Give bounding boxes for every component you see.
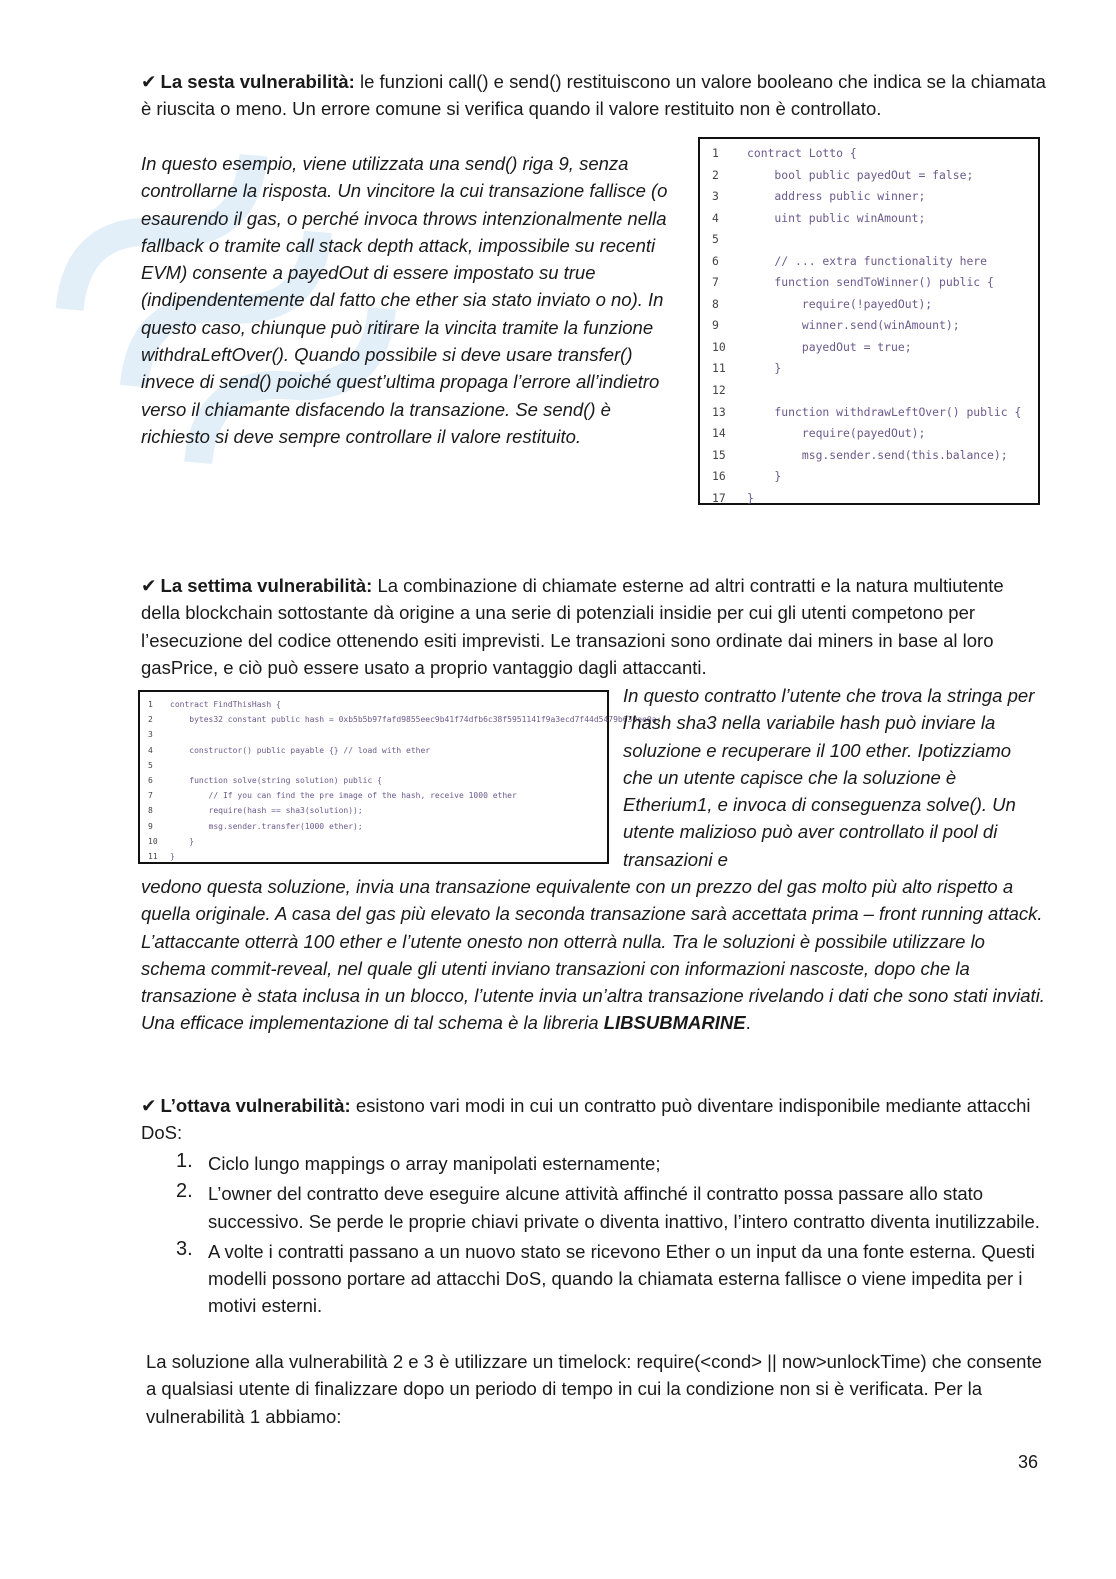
- code-line: [712, 186, 1038, 208]
- section-8-intro-text: esistono vari modi in cui un contratto può diventare indisponibile mediante attacchi DoS:: [141, 1095, 1031, 1144]
- line-number: 1: [712, 146, 719, 160]
- code-line: [712, 358, 1038, 380]
- code-text: msg.sender.send(this.balance);: [747, 447, 1008, 462]
- section-6-intro-text: le funzioni call() e send() restituiscono un valore booleano che indica se la chiamata è riuscita o meno. Un errore comune si verifica quando il valore restituito non è controllato.: [141, 71, 1046, 120]
- line-number: 9: [148, 821, 153, 831]
- line-number: 7: [712, 275, 719, 290]
- dos-attacks-list: [172, 1150, 1042, 1323]
- code-text: }: [747, 490, 754, 505]
- line-number: 11: [148, 852, 158, 862]
- code-line: [712, 466, 1038, 488]
- code-text: constructor() public payable {} // load with ether: [170, 745, 431, 755]
- code-line: [712, 165, 1038, 187]
- section-7-title: La settima vulnerabilità:: [160, 575, 373, 596]
- section-7-explanation-text: vedono questa soluzione, invia una transazione equivalente con un prezzo del gas molto più alto rispetto a quella originale. A casa del gas più elevato la seconda transazione sarà accettata prima – front running attack. L’attaccante otterrà 100 ether e l’utente onesto non otterrà nulla. Tra le soluzioni è possibile utilizzare lo schema commit-reveal, nel quale gli utenti inviano transazioni con informazioni nascoste, dopo che la transazione è stata inclusa in un blocco, l’utente invia un’altra transazione rivelando i dati che sono stati inviati. Una efficace implementazione di tal schema è la libreria: [141, 876, 1045, 1034]
- code-text: uint public winAmount;: [747, 210, 926, 225]
- line-number: 5: [148, 760, 153, 770]
- code-line: [148, 773, 607, 788]
- code-text: }: [170, 836, 195, 846]
- code-line: [712, 272, 1038, 294]
- line-number: 15: [712, 447, 726, 462]
- line-number: 10: [148, 836, 158, 846]
- section-6-intro: [141, 68, 1046, 123]
- section-7-intro-text: La combinazione di chiamate esterne ad altri contratti e la natura multiutente della blockchain sottostante dà origine a una serie di potenziali insidie per cui gli utenti competono per l’esecuzione del codice ottenendo esiti imprevisti. Le transazioni sono ordinate dai miners in base al loro gasPrice, e ciò può essere usato a proprio vantaggio dagli attaccanti.: [141, 575, 1004, 678]
- check-icon: ✔: [141, 1095, 157, 1116]
- line-number: 1: [148, 700, 153, 709]
- section-8-title: L’ottava vulnerabilità:: [160, 1095, 351, 1116]
- code-line: [712, 143, 1038, 165]
- list-item-text: Ciclo lungo mappings o array manipolati esternamente;: [208, 1153, 661, 1174]
- code-line: [148, 727, 607, 742]
- code-line: [712, 229, 1038, 251]
- section-8-conclusion: La soluzione alla vulnerabilità 2 e 3 è utilizzare un timelock: require(<cond> || now>unlockTime) che consente a qualsiasi utente di finalizzare dopo un periodo di tempo in cui la condizione non si è verificata. Per la vulnerabilità 1 abbiamo:: [146, 1351, 1042, 1427]
- code-line: [712, 445, 1038, 467]
- line-number: 6: [712, 253, 719, 268]
- code-text: address public winner;: [747, 189, 926, 204]
- line-number: 8: [712, 296, 719, 311]
- code-line: [712, 337, 1038, 359]
- code-line: [148, 834, 607, 849]
- code-line: [148, 697, 607, 712]
- code-text: payedOut = true;: [747, 339, 912, 354]
- code-text: }: [747, 361, 782, 376]
- code-text: // ... extra functionality here: [747, 253, 988, 268]
- code-text: require(hash == sha3(solution));: [170, 806, 363, 816]
- section-6-explanation: In questo esempio, viene utilizzata una send() riga 9, senza controllarne la risposta. Un vincitore la cui transazione fallisce (o esaurendo il gas, o perché invoca throws intenzionalmente nella fallback o tramite call stack depth attack, impossibile su recenti EVM) consente a payedOut di essere impostato su true (indipendentemente dal fatto che ether sia stato inviato o no). In questo caso, chiunque può ritirare la vincita tramite la funzione withdraLeftOver(). Quando possibile si deve usare transfer() invece di send() poiché quest’ultima propaga l’errore all’indietro verso il chiamante disfacendo la transazione. Se send() è richiesto si deve sempre controllare il valore restituito.: [141, 153, 668, 447]
- check-icon: ✔: [141, 575, 157, 596]
- list-item-number: 2.: [176, 1180, 193, 1203]
- line-number: 3: [148, 730, 153, 740]
- section-6-title: La sesta vulnerabilità:: [160, 71, 355, 92]
- line-number: 12: [712, 383, 726, 398]
- list-item-number: 3.: [176, 1237, 193, 1260]
- code-text: }: [170, 852, 175, 862]
- page-number: 36: [1018, 1452, 1039, 1472]
- code-line: [148, 788, 607, 803]
- code-line: [148, 712, 662, 727]
- code-text: bool public payedOut = false;: [747, 167, 974, 182]
- line-number: 5: [712, 232, 719, 247]
- code-text: bytes32 constant public hash = 0xb5b5b97fafd9855eec9b41f74dfb6c38f5951141f9a3ecd7f44d5479b630ee0a;: [170, 715, 662, 725]
- code-line: [712, 402, 1038, 424]
- section-7-side-text: In questo contratto l’utente che trova la stringa per l’hash sha3 nella variabile hash può inviare la soluzione e recuperare il 100 ether. Ipotizziamo che un utente capisce che la soluzione è Etherium1, e invoca di conseguenza solve(). Un utente malizioso può aver controllato il pool di transazioni e: [623, 685, 1035, 870]
- code-line: [712, 423, 1038, 445]
- code-text: function withdrawLeftOver() public {: [747, 404, 1022, 419]
- code-text: contract Lotto {: [747, 146, 857, 160]
- line-number: 14: [712, 426, 726, 441]
- code-text: contract FindThisHash {: [170, 700, 281, 709]
- line-number: 2: [712, 167, 719, 182]
- code-text: require(payedOut);: [747, 426, 926, 441]
- code-snippet-lotto: [698, 137, 1040, 505]
- list-item: [172, 1150, 1042, 1177]
- line-number: 11: [712, 361, 726, 376]
- list-item-text: L’owner del contratto deve eseguire alcune attività affinché il contratto possa passare allo stato successivo. Se perde le proprie chiavi private o diventa inattivo, l’intero contratto diventa inutilizzabile.: [208, 1183, 1040, 1232]
- line-number: 17: [712, 490, 726, 505]
- code-text: msg.sender.transfer(1000 ether);: [170, 821, 363, 831]
- list-item: [172, 1238, 1042, 1320]
- line-number: 9: [712, 318, 719, 333]
- code-line: [712, 315, 1038, 337]
- list-item: [172, 1180, 1042, 1235]
- code-line: [148, 743, 607, 758]
- code-text: require(!payedOut);: [747, 296, 933, 311]
- code-line: [148, 819, 607, 834]
- line-number: 4: [712, 210, 719, 225]
- code-text: // If you can find the pre image of the hash, receive 1000 ether: [170, 791, 517, 801]
- section-7-intro: [141, 572, 1046, 681]
- code-line: [712, 208, 1038, 230]
- code-line: [712, 294, 1038, 316]
- list-item-text: A volte i contratti passano a un nuovo stato se ricevono Ether o un input da una fonte esterna. Questi modelli possono portare ad attacchi DoS, quando la chiamata esterna fallisce o viene impedita per i motivi esterni.: [208, 1240, 1035, 1317]
- code-line: [712, 488, 1038, 510]
- code-text: winner.send(winAmount);: [747, 318, 960, 333]
- code-line: [148, 849, 607, 864]
- line-number: 16: [712, 469, 726, 484]
- code-line: [712, 380, 1038, 402]
- library-name: LIBSUBMARINE: [603, 1012, 746, 1034]
- code-line: [148, 803, 607, 818]
- line-number: 3: [712, 189, 719, 204]
- code-text: function solve(string solution) public {: [170, 776, 382, 786]
- code-snippet-findthishash: [138, 690, 662, 864]
- code-line: [148, 758, 607, 773]
- line-number: 7: [148, 791, 153, 801]
- check-icon: ✔: [141, 71, 157, 92]
- section-7-explanation: [141, 873, 1046, 1037]
- code-text: }: [747, 469, 782, 484]
- line-number: 2: [148, 715, 153, 725]
- code-text: function sendToWinner() public {: [747, 275, 994, 290]
- line-number: 13: [712, 404, 726, 419]
- line-number: 8: [148, 806, 153, 816]
- list-item-number: 1.: [176, 1150, 193, 1172]
- code-line: [712, 251, 1038, 273]
- section-8-intro: [141, 1092, 1041, 1147]
- line-number: 10: [712, 339, 726, 354]
- line-number: 6: [148, 776, 153, 786]
- line-number: 4: [148, 745, 153, 755]
- section-7-period: .: [745, 1012, 751, 1034]
